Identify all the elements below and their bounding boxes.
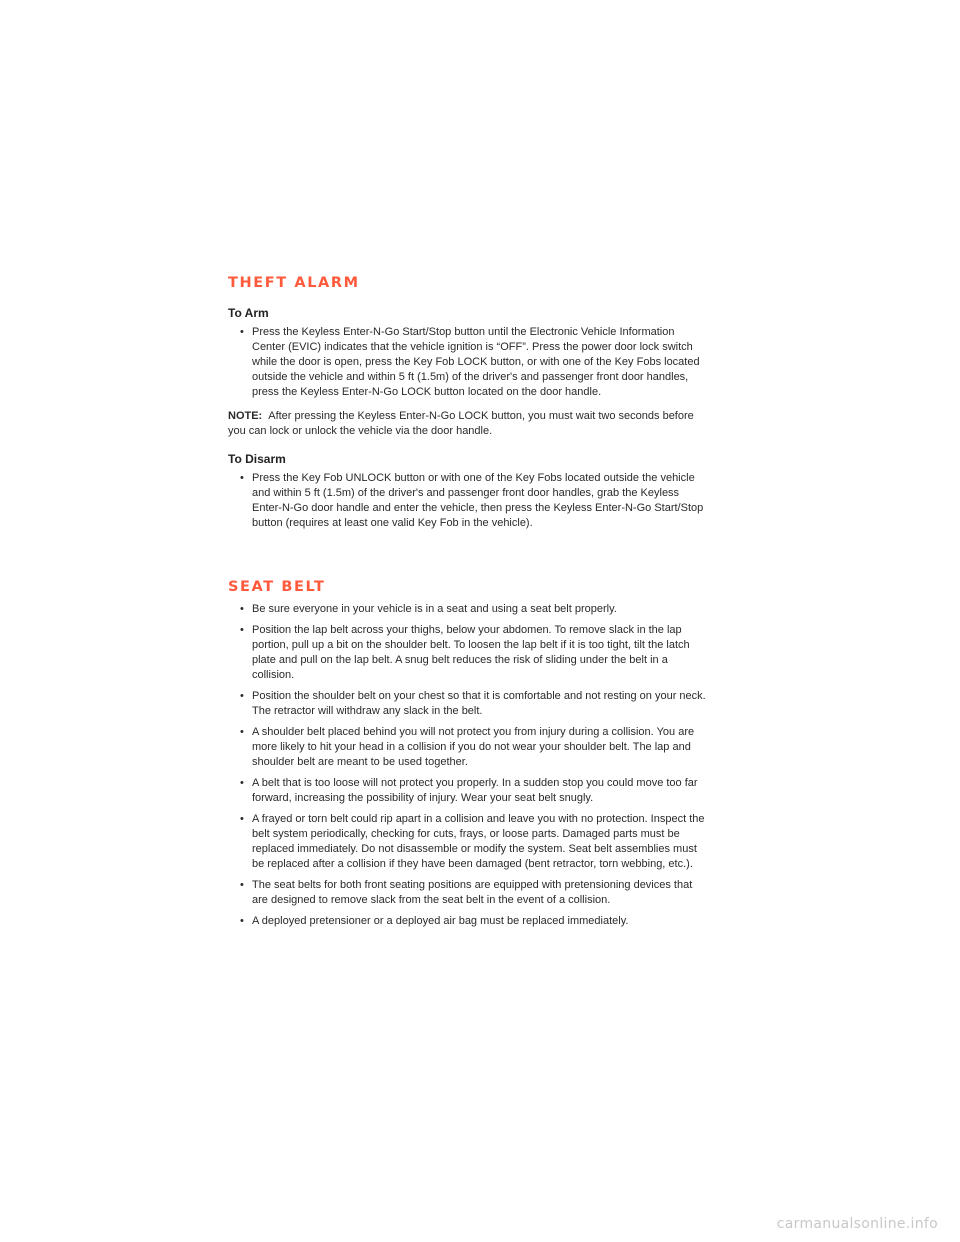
bullet-text: Press the Key Fob UNLOCK button or with one of the Key Fobs located outside the vehicle and within 5 ft (1.5m) of the driver's and passenger front door handles, grab the Keyless Enter-N-Go door handle and enter the vehicle, then press the Keyless Enter-N-Go Start/Stop button (requires at least one valid Key Fob in the vehicle). (252, 472, 704, 529)
list-item (228, 878, 710, 908)
seat-belt-section (228, 578, 710, 929)
bullet-glyph: • (240, 777, 244, 789)
bullet-glyph: • (240, 472, 244, 484)
list-item (228, 689, 710, 719)
bullet-glyph: • (240, 326, 244, 338)
note-label: NOTE: (228, 410, 263, 422)
bullet-text: The seat belts for both front seating positions are equipped with pretensioning devices that are designed to remove slack from the seat belt in the event of a collision. (252, 879, 693, 906)
theft-alarm-section (228, 274, 710, 531)
bullet-text: A deployed pretensioner or a deployed air bag must be replaced immediately. (252, 915, 629, 927)
to-disarm-heading: To Disarm (228, 452, 286, 466)
bullet-text: Be sure everyone in your vehicle is in a seat and using a seat belt properly. (252, 603, 617, 615)
seat-belt-title: SEAT BELT (228, 579, 326, 595)
theft-alarm-title: THEFT ALARM (228, 275, 360, 291)
bullet-glyph: • (240, 726, 244, 738)
note-paragraph (228, 409, 710, 439)
bullet-glyph: • (240, 813, 244, 825)
bullet-glyph: • (240, 690, 244, 702)
list-item (228, 471, 710, 531)
to-arm-heading: To Arm (228, 306, 269, 320)
bullet-text: Press the Keyless Enter-N-Go Start/Stop button until the Electronic Vehicle Information Center (EVIC) indicates that the vehicle ignition is “OFF”. Press the power door lock switch while the door is open, press the Key Fob LOCK button, or with one of the Key Fobs located outside the vehicle and within 5 ft (1.5m) of the driver's and passenger front door handles, press the Keyless Enter-N-Go LOCK button located on the door handle. (252, 326, 700, 398)
bullet-glyph: • (240, 915, 244, 927)
list-item (228, 914, 710, 929)
watermark: carmanualsonline.info (776, 1216, 938, 1232)
bullet-glyph: • (240, 603, 244, 615)
list-item (228, 776, 710, 806)
bullet-text: Position the shoulder belt on your chest so that it is comfortable and not resting on your neck. The retractor will withdraw any slack in the belt. (252, 690, 706, 717)
bullet-text: A shoulder belt placed behind you will not protect you from injury during a collision. You are more likely to hit your head in a collision if you do not wear your shoulder belt. The lap and shoulder belt are meant to be used together. (252, 726, 695, 768)
bullet-glyph: • (240, 879, 244, 891)
list-item (228, 623, 710, 683)
bullet-text: A frayed or torn belt could rip apart in a collision and leave you with no protection. Inspect the belt system periodically, checking for cuts, frays, or loose parts. Damaged parts must be replaced immediately. Do not disassemble or modify the system. Seat belt assemblies must be replaced after a collision if they have been damaged (bent retractor, torn webbing, etc.). (252, 813, 705, 870)
list-item (228, 325, 710, 400)
list-item (228, 812, 710, 872)
bullet-glyph: • (240, 624, 244, 636)
list-item (228, 602, 710, 617)
seat-belt-list (228, 602, 710, 929)
to-disarm-list (228, 471, 710, 531)
bullet-text: A belt that is too loose will not protect you properly. In a sudden stop you could move too far forward, increasing the possibility of injury. Wear your seat belt snugly. (252, 777, 698, 804)
note-text: After pressing the Keyless Enter-N-Go LOCK button, you must wait two seconds before you can lock or unlock the vehicle via the door handle. (228, 410, 694, 437)
list-item (228, 725, 710, 770)
bullet-text: Position the lap belt across your thighs, below your abdomen. To remove slack in the lap portion, pull up a bit on the shoulder belt. To loosen the lap belt if it is too tight, tilt the latch plate and pull on the lap belt. A snug belt reduces the risk of sliding under the belt in a collision. (252, 624, 690, 681)
to-arm-list (228, 325, 710, 400)
